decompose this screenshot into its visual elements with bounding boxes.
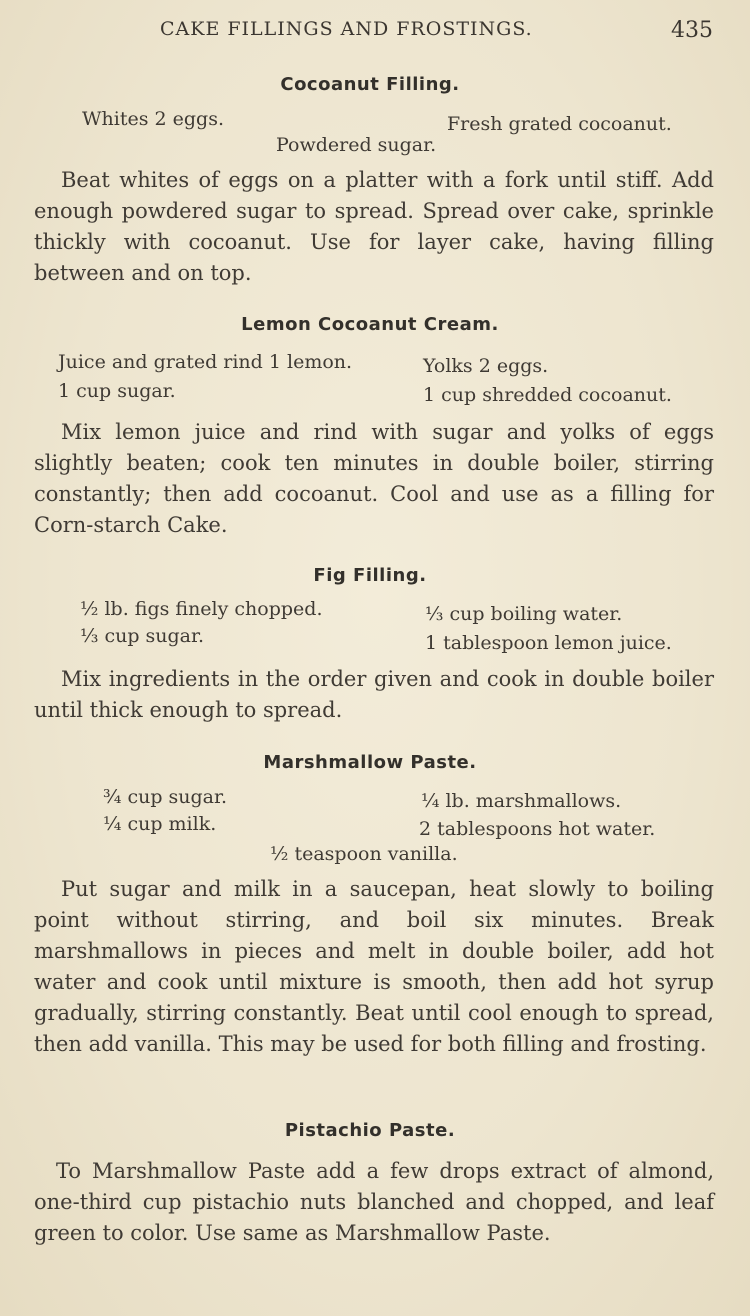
ingredient: ¾ cup sugar. — [103, 786, 228, 808]
ingredient: ¼ cup milk. — [103, 813, 217, 835]
recipe-title-marshmallow-paste: Marshmallow Paste. — [263, 752, 477, 773]
recipe-instructions: Beat whites of eggs on a platter with a fork until stiff. Add enough powdered sugar to spread. Spread over cake, sprinkle thickly with cocoanut. Use for layer cake, having filling between and on top. — [34, 168, 714, 285]
running-header: CAKE FILLINGS AND FROSTINGS. — [160, 18, 533, 40]
ingredient: ½ teaspoon vanilla. — [270, 843, 458, 865]
ingredient: ¼ lb. marshmallows. — [421, 790, 622, 812]
recipe-instructions: Put sugar and milk in a saucepan, heat slowly to boiling point without stirring, and boil six minutes. Break marshmallows in pieces and melt in double boiler, add hot water and cook until mixture is smooth, then add hot syrup gradually, stirring constantly. Beat until cool enough to spread, then add vanilla. This may be used for both filling and frosting. — [34, 877, 714, 1056]
recipe-instructions: Mix lemon juice and rind with sugar and yolks of eggs slightly beaten; cook ten minutes in double boiler, stirring constantly; then add cocoanut. Cool and use as a filling for Corn-starch Cake. — [34, 420, 714, 537]
recipe-title-lemon-cocoanut-cream: Lemon Cocoanut Cream. — [241, 314, 499, 335]
ingredient: 1 cup shredded cocoanut. — [423, 384, 672, 406]
ingredient: Yolks 2 eggs. — [423, 355, 549, 377]
ingredient: 1 tablespoon lemon juice. — [425, 632, 672, 654]
ingredient: Whites 2 eggs. — [82, 108, 224, 130]
ingredient: ⅓ cup boiling water. — [425, 603, 623, 625]
recipe-title-fig-filling: Fig Filling. — [313, 565, 427, 586]
recipe-title-cocoanut-filling: Cocoanut Filling. — [280, 74, 460, 95]
ingredient: 1 cup sugar. — [58, 380, 176, 402]
ingredient: Powdered sugar. — [276, 134, 437, 156]
page-number: 435 — [671, 18, 713, 43]
ingredient: Juice and grated rind 1 lemon. — [58, 351, 353, 373]
ingredient: 2 tablespoons hot water. — [419, 818, 656, 840]
ingredient: Fresh grated cocoanut. — [447, 113, 672, 135]
ingredient: ⅓ cup sugar. — [80, 625, 205, 647]
recipe-title-pistachio-paste: Pistachio Paste. — [284, 1120, 456, 1141]
recipe-instructions: To Marshmallow Paste add a few drops extract of almond, one-third cup pistachio nuts blanched and chopped, and leaf green to color. Use same as Marshmallow Paste. — [34, 1159, 714, 1245]
ingredient: ½ lb. figs finely chopped. — [80, 598, 323, 620]
recipe-instructions: Mix ingredients in the order given and cook in double boiler until thick enough to spread. — [34, 667, 714, 722]
